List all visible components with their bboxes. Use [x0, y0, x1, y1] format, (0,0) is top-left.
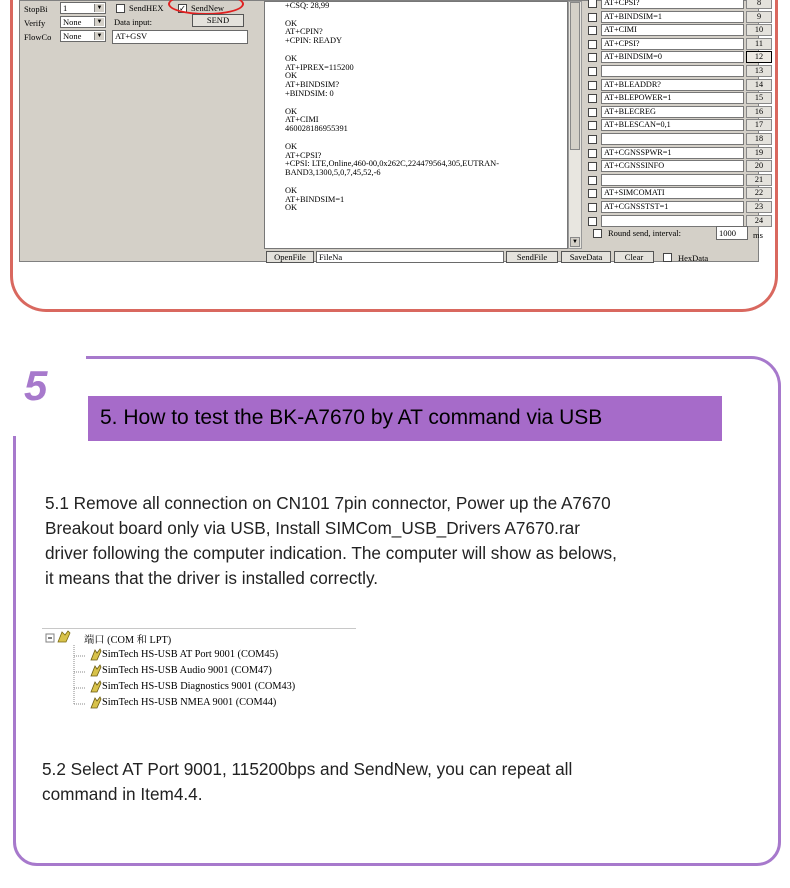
paragraph-5-2 [42, 757, 572, 807]
command-row [588, 65, 778, 78]
command-input[interactable]: AT+BINDSIM=1 [601, 11, 744, 23]
section-number: 5 [24, 362, 48, 409]
terminal-output-text: +CSQ: 28,99 OK AT+CPIN? +CPIN: READY OK AT+IPREX=115200 OK AT+BINDSIM? +BINDSIM: 0 OK AT+CIMI 460028186955391 OK AT+CPSI? +CPSI: LTE,Online,460-00,0x262C,224479564,305,EUTRAN- BAND3,1300,5,0,7,45,52,-6 OK AT+BINDSIM=1 OK [285, 1, 500, 213]
hexdata-label: HexData [678, 253, 709, 263]
chevron-down-icon: ▼ [94, 4, 104, 12]
interval-unit: ms [753, 230, 763, 240]
chevron-down-icon: ▼ [94, 18, 104, 26]
command-checkbox[interactable] [588, 162, 597, 171]
stopbits-label: StopBi [24, 4, 48, 14]
verify-label: Verify [24, 18, 46, 28]
command-checkbox[interactable] [588, 67, 597, 76]
chevron-down-icon: ▼ [94, 32, 104, 40]
command-checkbox[interactable] [588, 53, 597, 62]
command-row [588, 11, 778, 24]
command-input[interactable]: AT+BLESCAN=0,1 [601, 119, 744, 131]
usb-device-icon [88, 696, 102, 715]
serial-terminal-window [19, 0, 764, 263]
command-send-button[interactable]: 22 [746, 187, 772, 199]
command-checkbox[interactable] [588, 40, 597, 49]
command-send-button[interactable]: 16 [746, 106, 772, 118]
command-send-button[interactable]: 20 [746, 160, 772, 172]
command-checkbox[interactable] [588, 94, 597, 103]
command-send-button[interactable]: 11 [746, 38, 772, 50]
round-send-label: Round send, interval: [608, 228, 681, 238]
sendnew-checkbox[interactable]: ✓ [179, 4, 186, 13]
section-title: 5. How to test the BK-A7670 by AT command via USB [100, 406, 603, 429]
command-row [588, 174, 778, 187]
command-checkbox[interactable] [588, 121, 597, 130]
flowcontrol-select[interactable]: None ▼ [60, 30, 106, 42]
sendhex-label: SendHEX [129, 3, 164, 13]
device-at-port[interactable]: SimTech HS-USB AT Port 9001 (COM45) [102, 649, 279, 660]
command-input[interactable]: AT+CGNSSINFO [601, 160, 744, 172]
verify-select[interactable]: None ▼ [60, 16, 106, 28]
data-input-label: Data input: [114, 17, 153, 27]
command-checkbox[interactable] [588, 0, 597, 8]
command-row [588, 92, 778, 105]
tree-root-label[interactable]: 端口 (COM 和 LPT) [84, 635, 172, 646]
command-row [588, 0, 778, 10]
terminal-output [264, 1, 568, 249]
command-row [588, 119, 778, 132]
command-row [588, 133, 778, 146]
scrollbar-thumb[interactable] [570, 2, 580, 150]
command-row [588, 24, 778, 37]
clear-button[interactable]: Clear [614, 251, 654, 263]
tree-top-border [42, 628, 356, 629]
sendhex-checkbox[interactable] [116, 4, 125, 13]
device-audio[interactable]: SimTech HS-USB Audio 9001 (COM47) [102, 665, 272, 676]
device-nmea[interactable]: SimTech HS-USB NMEA 9001 (COM44) [102, 697, 277, 708]
text-line: Breakout board only via USB, Install SIMCom_USB_Drivers A7670.rar [45, 518, 580, 538]
command-send-button[interactable]: 10 [746, 24, 772, 36]
command-checkbox[interactable] [588, 217, 597, 226]
sendnew-label: SendNew [191, 3, 225, 13]
command-checkbox[interactable] [588, 108, 597, 117]
command-input[interactable]: AT+BINDSIM=0 [601, 51, 744, 63]
send-button[interactable]: SEND [192, 14, 244, 27]
command-send-button[interactable]: 24 [746, 215, 772, 227]
command-checkbox[interactable] [588, 135, 597, 144]
device-diagnostics[interactable]: SimTech HS-USB Diagnostics 9001 (COM43) [102, 681, 296, 692]
command-checkbox[interactable] [588, 81, 597, 90]
command-input[interactable]: AT+BLECREG [601, 106, 744, 118]
command-input[interactable]: AT+SIMCOMATI [601, 187, 744, 199]
output-scrollbar[interactable] [568, 1, 582, 249]
command-send-button[interactable]: 23 [746, 201, 772, 213]
round-send-checkbox[interactable] [593, 229, 602, 238]
filename-input[interactable]: FileNa [316, 251, 504, 263]
command-input[interactable]: AT+CPSI? [601, 0, 744, 9]
sendfile-button[interactable]: SendFile [506, 251, 558, 263]
command-input[interactable]: AT+BLEADDR? [601, 79, 744, 91]
text-line: 5.1 Remove all connection on CN101 7pin connector, Power up the A7670 [45, 493, 611, 513]
command-send-button[interactable]: 21 [746, 174, 772, 186]
hexdata-checkbox[interactable] [663, 253, 672, 262]
command-row [588, 106, 778, 119]
command-send-button[interactable]: 17 [746, 119, 772, 131]
command-checkbox[interactable] [588, 149, 597, 158]
command-checkbox[interactable] [588, 189, 597, 198]
command-row [588, 38, 778, 51]
command-checkbox[interactable] [588, 26, 597, 35]
text-line: command in Item4.4. [42, 784, 203, 804]
command-input[interactable]: AT+CIMI [601, 24, 744, 36]
command-send-button[interactable]: 8 [746, 0, 772, 9]
text-line: driver following the computer indication. The computer will show as belows, [45, 543, 617, 563]
command-input[interactable] [601, 174, 744, 186]
scroll-down-icon[interactable]: ▼ [570, 237, 580, 247]
paragraph-5-1 [45, 491, 617, 591]
command-input[interactable] [601, 133, 744, 145]
stopbits-select[interactable]: 1 ▼ [60, 2, 106, 14]
command-row [588, 147, 778, 160]
command-row [588, 201, 778, 214]
text-line: it means that the driver is installed correctly. [45, 568, 379, 588]
command-input[interactable]: AT+CGNSSTST=1 [601, 201, 744, 213]
openfile-button[interactable]: OpenFile [266, 251, 314, 263]
command-checkbox[interactable] [588, 13, 597, 22]
command-input[interactable] [601, 65, 744, 77]
command-send-button[interactable]: 18 [746, 133, 772, 145]
savedata-button[interactable]: SaveData [561, 251, 611, 263]
command-row [588, 215, 778, 228]
command-send-button[interactable]: 15 [746, 92, 772, 104]
interval-input[interactable]: 1000 [716, 226, 748, 240]
text-line: 5.2 Select AT Port 9001, 115200bps and SendNew, you can repeat all [42, 759, 573, 779]
command-row [588, 51, 778, 64]
port-folder-icon [56, 630, 72, 649]
command-input[interactable]: AT+BLEPOWER=1 [601, 92, 744, 104]
command-row [588, 160, 778, 173]
command-input[interactable] [601, 215, 744, 227]
data-input-field[interactable]: AT+GSV [112, 30, 248, 44]
command-send-button[interactable]: 19 [746, 147, 772, 159]
command-row [588, 187, 778, 200]
command-send-button[interactable]: 9 [746, 11, 772, 23]
command-checkbox[interactable] [588, 176, 597, 185]
command-send-button[interactable]: 12 [746, 51, 772, 63]
command-input[interactable]: AT+CGNSSPWR=1 [601, 147, 744, 159]
flowcontrol-label: FlowCo [24, 32, 52, 42]
device-manager-tree [42, 628, 356, 714]
command-checkbox[interactable] [588, 203, 597, 212]
command-input[interactable]: AT+CPSI? [601, 38, 744, 50]
command-row [588, 79, 778, 92]
command-send-button[interactable]: 14 [746, 79, 772, 91]
command-send-button[interactable]: 13 [746, 65, 772, 77]
